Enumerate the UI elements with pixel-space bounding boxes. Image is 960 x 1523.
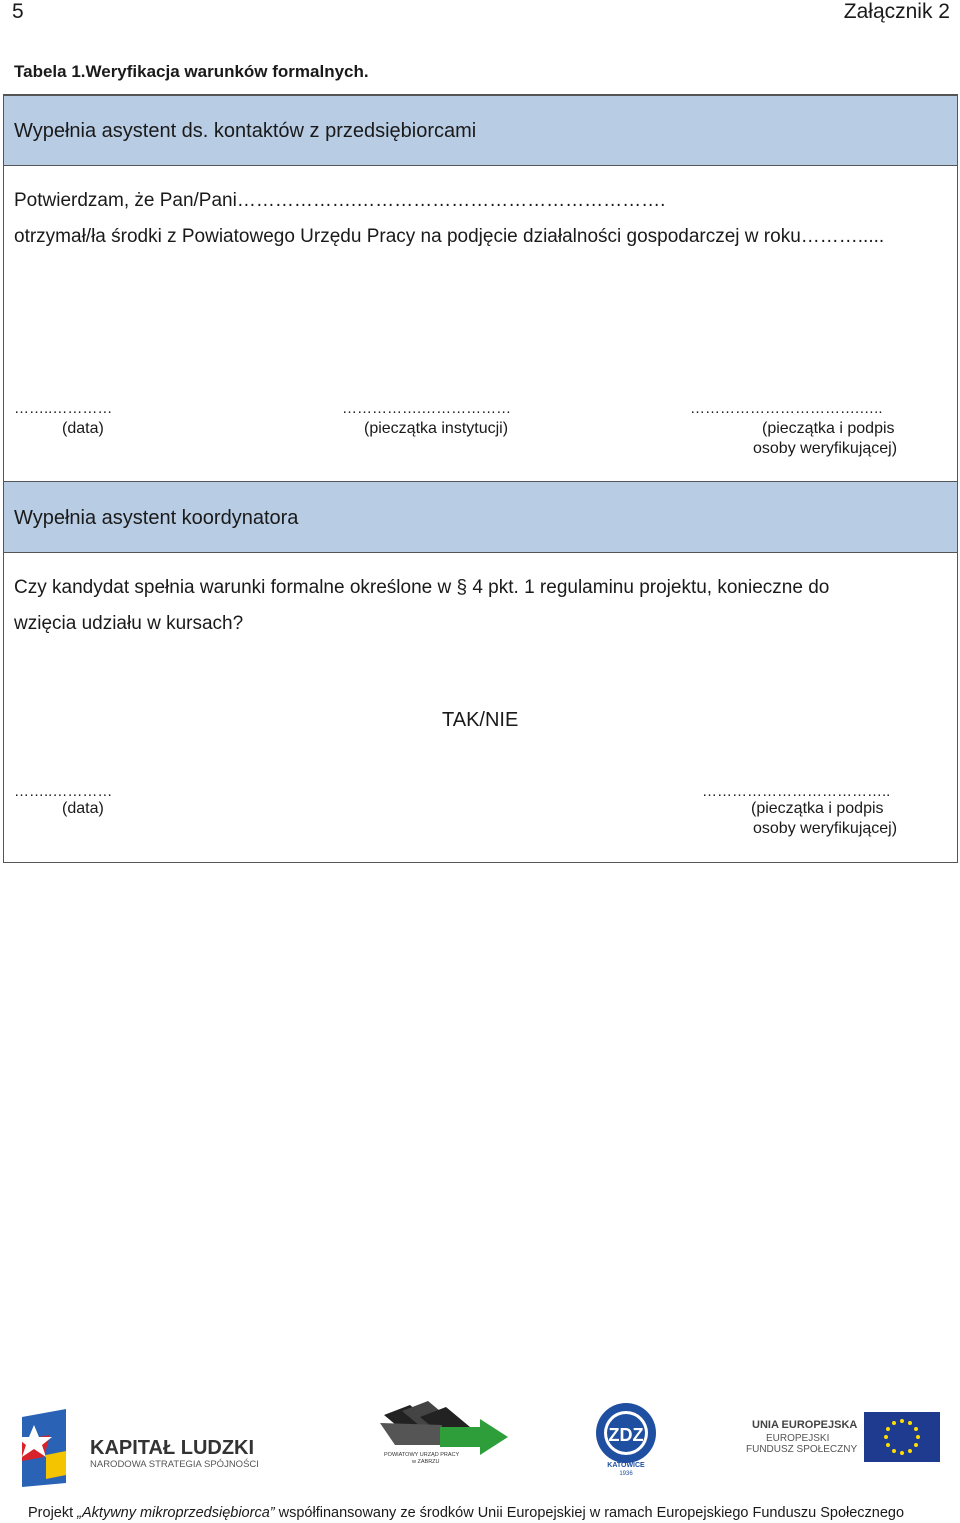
sign-dots: …………………………….….. [690, 400, 883, 417]
pup-text2: w ZABRZU [412, 1459, 440, 1465]
date-dots-2: ……..………… [14, 783, 113, 800]
sign-dots-2: ……………………………….. [702, 783, 891, 800]
sign-label-2-line1: (pieczątka i podpis [751, 800, 884, 817]
section1-heading: Wypełnia asystent ds. kontaktów z przedsiębiorcami [14, 120, 477, 142]
eu-efs-logo [746, 1412, 940, 1462]
zdz-logo [596, 1403, 656, 1477]
zdz-mark: ZDZ [608, 1425, 644, 1445]
table-title: Tabela 1.Weryfikacja warunków formalnych. [14, 62, 369, 81]
pup-logo [380, 1401, 508, 1465]
logos-svg [0, 1395, 960, 1495]
logo-strip [0, 1395, 960, 1495]
footer-project-name: „Aktywny mikroprzedsiębiorca” [77, 1505, 275, 1521]
section2-heading: Wypełnia asystent koordynatora [14, 507, 299, 529]
date-dots: ……..………… [14, 400, 113, 417]
zdz-city: KATOWICE [607, 1462, 645, 1469]
eu-text2: EUROPEJSKI [766, 1433, 830, 1444]
kl-title: KAPITAŁ LUDZKI [90, 1437, 255, 1459]
eu-text1: UNIA EUROPEJSKA [752, 1419, 858, 1431]
question-line2: wzięcia udziału w kursach? [14, 613, 244, 634]
funds-line: otrzymał/ła środki z Powiatowego Urzędu Pracy na podjęcie działalności gospodarczej w roku………..... [14, 226, 885, 247]
section1-heading-band [4, 95, 957, 166]
footer [28, 1505, 904, 1521]
stamp-dots: …………….……………… [342, 400, 512, 417]
date-label: (data) [62, 420, 104, 437]
sign-label-2-line2: osoby weryfikującej) [753, 820, 898, 837]
answer-options: TAK/NIE [442, 709, 519, 731]
question-line1: Czy kandydat spełnia warunki formalne określone w § 4 pkt. 1 regulaminu projektu, konieczne do [14, 577, 830, 598]
kl-subtitle: NARODOWA STRATEGIA SPÓJNOŚCI [90, 1459, 259, 1470]
kapital-ludzki-logo [16, 1409, 259, 1487]
attachment-label: Załącznik 2 [843, 0, 950, 23]
footer-suffix: współfinansowany ze środków Unii Europejskiej w ramach Europejskiego Funduszu Społecznego [274, 1505, 905, 1521]
sign-label-line2: osoby weryfikującej) [753, 440, 898, 457]
zdz-year: 1936 [619, 1471, 633, 1477]
verification-table [3, 94, 958, 863]
eu-text3: FUNDUSZ SPOŁECZNY [746, 1444, 858, 1455]
page-number: 5 [12, 0, 24, 23]
confirm-line: Potwierdzam, że Pan/Pani……………….…………………………………………. [14, 190, 666, 211]
sign-label-line1: (pieczątka i podpis [762, 420, 895, 437]
section2-heading-band [4, 481, 957, 553]
date-label-2: (data) [62, 800, 104, 817]
pup-text1: POWIATOWY URZĄD PRACY [384, 1452, 460, 1458]
stamp-label: (pieczątka instytucji) [364, 420, 509, 437]
footer-prefix: Projekt [28, 1505, 78, 1521]
